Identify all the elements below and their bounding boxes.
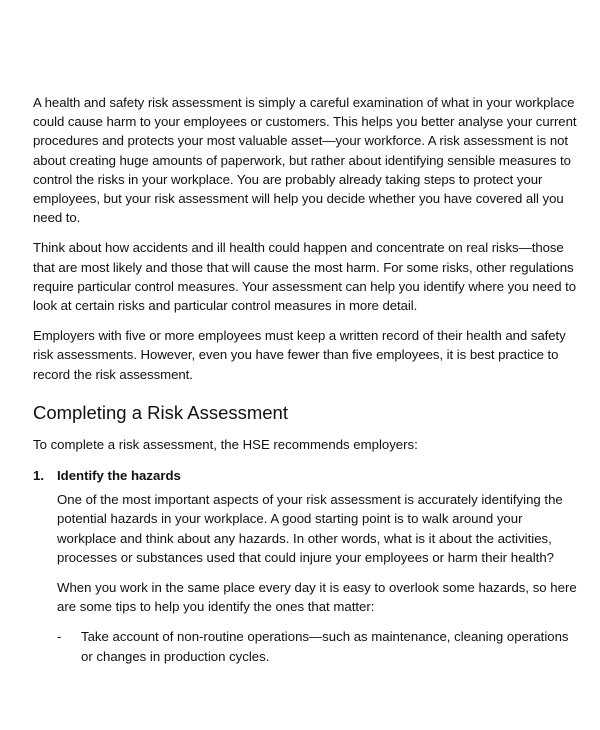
intro-paragraph-2: Think about how accidents and ill health could happen and concentrate on real risks—those that are most likely and those that will cause the most harm. For some risks, other regulations require particular control measures. Your assessment can help you identify where you need to look at certain risks and particular control measures in more detail. bbox=[33, 240, 576, 314]
list-item-paragraph-2: When you work in the same place every day it is easy to overlook some hazards, so here are some tips to help you identify the ones that matter: bbox=[57, 580, 577, 615]
list-item-heading bbox=[33, 466, 578, 485]
bullet-item bbox=[57, 627, 578, 665]
section-intro: To complete a risk assessment, the HSE recommends employers: bbox=[33, 436, 418, 452]
numbered-list-item bbox=[33, 466, 578, 666]
intro-paragraph-3: Employers with five or more employees must keep a written record of their health and safety risk assessments. However, even you have fewer than five employees, it is best practice to record the risk assessment. bbox=[33, 328, 566, 382]
intro-paragraph-1: A health and safety risk assessment is simply a careful examination of what in your workplace could cause harm to your employees or customers. This helps you better analyse your current procedures and protects your most valuable asset—your workforce. A risk assessment is not about creating huge amounts of paperwork, but rather about identifying sensible measures to control the risks in your workplace. You are probably already taking steps to protect your employees, but your risk assessment will help you decide whether you have covered all you need to. bbox=[33, 95, 577, 226]
list-item-title: Identify the hazards bbox=[57, 468, 181, 484]
section-heading: Completing a Risk Assessment bbox=[33, 401, 288, 423]
list-item-body bbox=[57, 490, 578, 616]
bullet-dash: - bbox=[57, 629, 62, 645]
list-item-number: 1. bbox=[33, 468, 44, 484]
bullet-text: Take account of non-routine operations—such as maintenance, cleaning operations or changes in production cycles. bbox=[81, 629, 569, 664]
list-item-paragraph-1: One of the most important aspects of your risk assessment is accurately identifying the potential hazards in your workplace. A good starting point is to walk around your workplace and think about any hazards. In other words, what is it about the activities, processes or substances used that could injure your employees or harm their health? bbox=[57, 492, 563, 565]
document-content bbox=[33, 93, 578, 666]
